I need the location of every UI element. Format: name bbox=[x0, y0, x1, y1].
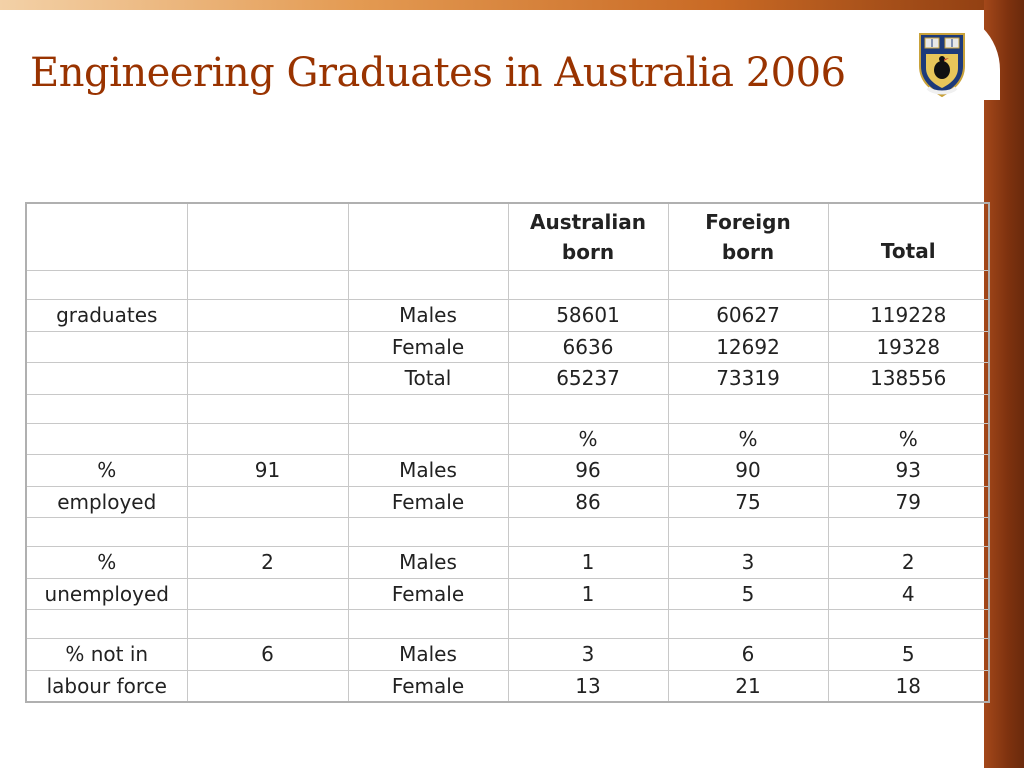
header-line: Foreign bbox=[705, 210, 791, 234]
table-cell: 138556 bbox=[828, 363, 989, 395]
header-foreign-born bbox=[668, 203, 828, 271]
table-cell: 2 bbox=[828, 547, 989, 579]
table-cell bbox=[187, 394, 348, 423]
table-cell bbox=[668, 610, 828, 639]
table-cell: Female bbox=[348, 331, 508, 363]
table-row bbox=[26, 486, 989, 518]
table-cell: Males bbox=[348, 639, 508, 671]
graduates-table bbox=[25, 202, 990, 703]
table-cell bbox=[26, 363, 187, 395]
table-cell bbox=[828, 394, 989, 423]
table-row bbox=[26, 639, 989, 671]
table-cell bbox=[348, 394, 508, 423]
table-cell bbox=[26, 331, 187, 363]
table-cell: 79 bbox=[828, 486, 989, 518]
header-australian-born bbox=[508, 203, 668, 271]
table-cell: graduates bbox=[26, 300, 187, 332]
table-cell: 75 bbox=[668, 486, 828, 518]
table-cell: % bbox=[828, 423, 989, 455]
table-cell: 91 bbox=[187, 455, 348, 487]
table-cell bbox=[187, 423, 348, 455]
table-cell: Female bbox=[348, 670, 508, 702]
table-body bbox=[26, 203, 989, 702]
table-row bbox=[26, 300, 989, 332]
table-cell bbox=[26, 423, 187, 455]
table-cell: 6 bbox=[668, 639, 828, 671]
table-cell bbox=[508, 518, 668, 547]
table-cell bbox=[668, 394, 828, 423]
table-cell bbox=[668, 271, 828, 300]
table-cell bbox=[508, 271, 668, 300]
table-cell: 21 bbox=[668, 670, 828, 702]
table-cell: 1 bbox=[508, 578, 668, 610]
table-cell: Males bbox=[348, 455, 508, 487]
table-cell: Female bbox=[348, 486, 508, 518]
table-cell bbox=[187, 670, 348, 702]
table-cell bbox=[187, 271, 348, 300]
table-cell bbox=[187, 363, 348, 395]
table-cell: 65237 bbox=[508, 363, 668, 395]
table-cell bbox=[187, 610, 348, 639]
table-header-row bbox=[26, 203, 989, 271]
side-accent-bar bbox=[984, 0, 1024, 768]
table-cell bbox=[187, 578, 348, 610]
table-cell bbox=[668, 518, 828, 547]
table-cell: 3 bbox=[668, 547, 828, 579]
table-cell bbox=[187, 486, 348, 518]
table-spacer-row bbox=[26, 271, 989, 300]
table-cell bbox=[348, 423, 508, 455]
table-row bbox=[26, 547, 989, 579]
table-cell: 6636 bbox=[508, 331, 668, 363]
table-spacer-row bbox=[26, 394, 989, 423]
table-cell: 5 bbox=[668, 578, 828, 610]
table-cell: % bbox=[26, 547, 187, 579]
table-cell bbox=[828, 518, 989, 547]
table-row bbox=[26, 578, 989, 610]
table-cell bbox=[26, 394, 187, 423]
table-cell: Males bbox=[348, 300, 508, 332]
data-table-wrapper bbox=[25, 202, 990, 703]
table-cell bbox=[26, 271, 187, 300]
table-row bbox=[26, 670, 989, 702]
table-cell: 93 bbox=[828, 455, 989, 487]
table-cell: 60627 bbox=[668, 300, 828, 332]
table-cell: 2 bbox=[187, 547, 348, 579]
table-cell: 119228 bbox=[828, 300, 989, 332]
table-cell bbox=[508, 394, 668, 423]
header-total: Total bbox=[828, 203, 989, 271]
table-cell: 1 bbox=[508, 547, 668, 579]
table-cell: % bbox=[26, 455, 187, 487]
table-cell: 18 bbox=[828, 670, 989, 702]
table-cell: % bbox=[668, 423, 828, 455]
table-row bbox=[26, 455, 989, 487]
table-cell: 58601 bbox=[508, 300, 668, 332]
table-cell: 96 bbox=[508, 455, 668, 487]
table-cell: 12692 bbox=[668, 331, 828, 363]
table-cell: 86 bbox=[508, 486, 668, 518]
slide-title: Engineering Graduates in Australia 2006 bbox=[30, 50, 846, 96]
table-cell: Female bbox=[348, 578, 508, 610]
table-cell: 5 bbox=[828, 639, 989, 671]
university-crest-icon bbox=[916, 30, 968, 98]
header-line: born bbox=[561, 240, 615, 264]
table-cell bbox=[187, 331, 348, 363]
table-cell: 19328 bbox=[828, 331, 989, 363]
header-line: Australian bbox=[530, 210, 646, 234]
table-cell bbox=[26, 610, 187, 639]
table-cell: unemployed bbox=[26, 578, 187, 610]
table-cell bbox=[348, 271, 508, 300]
table-cell: Total bbox=[348, 363, 508, 395]
table-cell: % bbox=[508, 423, 668, 455]
table-cell: 4 bbox=[828, 578, 989, 610]
table-cell bbox=[187, 518, 348, 547]
table-cell bbox=[508, 610, 668, 639]
table-cell bbox=[828, 271, 989, 300]
top-accent-bar bbox=[0, 0, 1024, 10]
table-cell: employed bbox=[26, 486, 187, 518]
table-row bbox=[26, 363, 989, 395]
table-spacer-row bbox=[26, 610, 989, 639]
header-cell-blank bbox=[187, 203, 348, 271]
table-cell: 13 bbox=[508, 670, 668, 702]
table-cell bbox=[348, 518, 508, 547]
header-cell-blank bbox=[348, 203, 508, 271]
table-cell: labour force bbox=[26, 670, 187, 702]
header-cell-blank bbox=[26, 203, 187, 271]
table-spacer-row bbox=[26, 518, 989, 547]
table-cell: 6 bbox=[187, 639, 348, 671]
header-line: born bbox=[721, 240, 775, 264]
table-row bbox=[26, 423, 989, 455]
table-cell: % not in bbox=[26, 639, 187, 671]
table-row bbox=[26, 331, 989, 363]
table-cell bbox=[828, 610, 989, 639]
table-cell bbox=[26, 518, 187, 547]
table-cell: 90 bbox=[668, 455, 828, 487]
table-cell bbox=[187, 300, 348, 332]
table-cell: 3 bbox=[508, 639, 668, 671]
table-cell: Males bbox=[348, 547, 508, 579]
table-cell: 73319 bbox=[668, 363, 828, 395]
table-cell bbox=[348, 610, 508, 639]
